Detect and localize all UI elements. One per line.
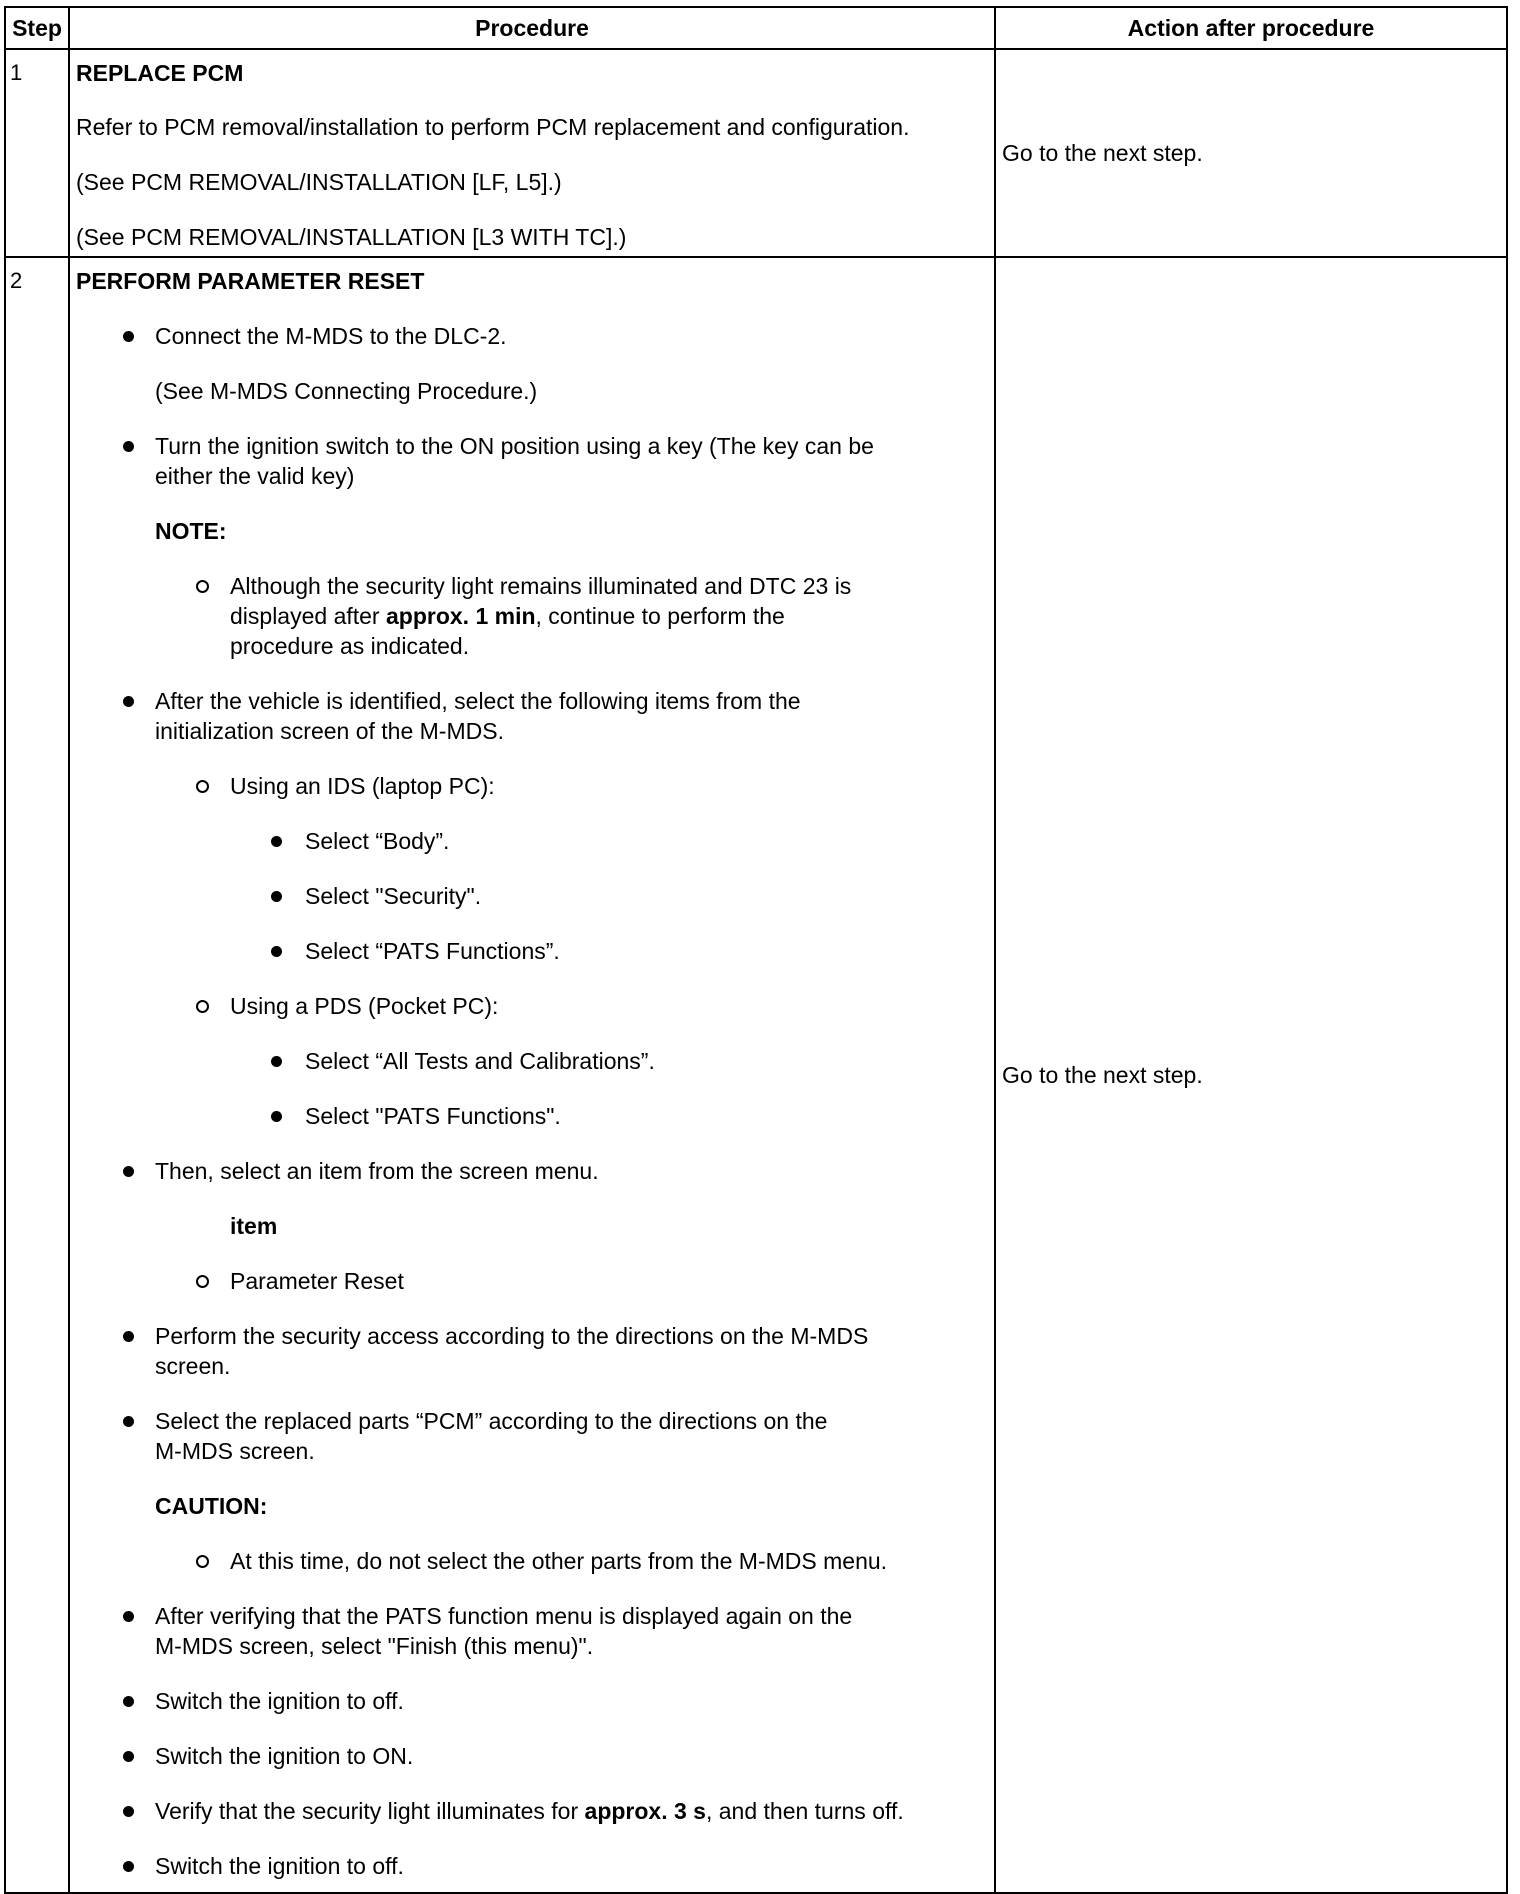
note-label: NOTE: [155, 518, 227, 544]
bullet-icon [123, 1806, 134, 1817]
header-procedure: Procedure [69, 7, 995, 49]
reference-text: (See PCM REMOVAL/INSTALLATION [LF, L5].) [76, 169, 562, 195]
bullet-icon [123, 1751, 134, 1762]
bullet-item: Select the replaced parts “PCM” according to the directions on the [76, 1406, 994, 1436]
bullet-icon [271, 836, 282, 847]
bullet-icon [271, 1056, 282, 1067]
step-row-1 [5, 49, 1507, 257]
bullet-item: After verifying that the PATS function menu is displayed again on the [76, 1601, 994, 1631]
bullet-icon [123, 1861, 134, 1872]
step-number: 2 [5, 257, 69, 1893]
action-cell: Go to the next step. [995, 49, 1507, 257]
bullet-icon [271, 891, 282, 902]
bullet-icon [123, 1611, 134, 1622]
action-cell: Go to the next step. [995, 257, 1507, 1893]
step-number: 1 [5, 49, 69, 257]
bullet-icon [123, 1696, 134, 1707]
header-step: Step [5, 7, 69, 49]
bullet-icon [123, 1331, 134, 1342]
instruction-text: Refer to PCM removal/installation to perform PCM replacement and configuration. [76, 114, 910, 140]
step-row-2 [5, 257, 1507, 1893]
bullet-item: Perform the security access according to the directions on the M-MDS [76, 1321, 994, 1351]
bullet-item: Then, select an item from the screen menu. [76, 1156, 994, 1186]
procedure-cell [69, 49, 995, 257]
sub-sub-bullet-item: Select "Security". [76, 881, 994, 911]
item-label: item [230, 1213, 278, 1239]
bullet-continuation: either the valid key) [155, 463, 355, 489]
procedure-table [4, 6, 1508, 1894]
sub-sub-bullet-item: Select "PATS Functions". [76, 1101, 994, 1131]
sub-sub-bullet-item: Select “All Tests and Calibrations”. [76, 1046, 994, 1076]
bullet-item: Switch the ignition to ON. [76, 1741, 994, 1771]
bullet-icon [271, 1111, 282, 1122]
sub-bullet-item: Using a PDS (Pocket PC): [76, 991, 994, 1021]
bullet-continuation: screen. [155, 1353, 231, 1379]
bullet-icon [123, 331, 134, 342]
bullet-continuation: procedure as indicated. [230, 633, 470, 659]
sub-sub-bullet-item: Select “Body”. [76, 826, 994, 856]
bullet-item: After the vehicle is identified, select the following items from the [76, 686, 994, 716]
bullet-icon [271, 946, 282, 957]
bullet-continuation: M-MDS screen, select "Finish (this menu)". [155, 1633, 594, 1659]
circle-bullet-icon [196, 1000, 209, 1013]
sub-bullet-item: Using an IDS (laptop PC): [76, 771, 994, 801]
reference-text: (See M-MDS Connecting Procedure.) [155, 378, 538, 404]
reference-text: (See PCM REMOVAL/INSTALLATION [L3 WITH TC].) [76, 224, 627, 250]
bullet-item: Turn the ignition switch to the ON position using a key (The key can be [76, 431, 994, 461]
bullet-item: Switch the ignition to off. [76, 1851, 994, 1881]
header-action: Action after procedure [995, 7, 1507, 49]
circle-bullet-icon [196, 780, 209, 793]
bullet-icon [123, 441, 134, 452]
caution-label: CAUTION: [155, 1493, 268, 1519]
sub-bullet-item: Although the security light remains illuminated and DTC 23 is [76, 571, 994, 601]
bullet-item: Connect the M-MDS to the DLC-2. [76, 321, 994, 351]
bullet-continuation: initialization screen of the M-MDS. [155, 718, 504, 744]
bullet-item: Verify that the security light illuminates for approx. 3 s, and then turns off. [76, 1796, 994, 1826]
bullet-icon [123, 1416, 134, 1427]
circle-bullet-icon [196, 1555, 209, 1568]
header-row [5, 7, 1507, 49]
step-title: REPLACE PCM [76, 60, 244, 86]
circle-bullet-icon [196, 1275, 209, 1288]
procedure-cell [69, 257, 995, 1893]
bullet-icon [123, 696, 134, 707]
bullet-continuation: displayed after approx. 1 min, continue to perform the [230, 603, 785, 629]
circle-bullet-icon [196, 580, 209, 593]
bullet-continuation: M-MDS screen. [155, 1438, 315, 1464]
bullet-item: Switch the ignition to off. [76, 1686, 994, 1716]
sub-bullet-item: Parameter Reset [76, 1266, 994, 1296]
step-title: PERFORM PARAMETER RESET [76, 268, 425, 294]
bullet-icon [123, 1166, 134, 1177]
sub-sub-bullet-item: Select “PATS Functions”. [76, 936, 994, 966]
sub-bullet-item: At this time, do not select the other parts from the M-MDS menu. [76, 1546, 994, 1576]
